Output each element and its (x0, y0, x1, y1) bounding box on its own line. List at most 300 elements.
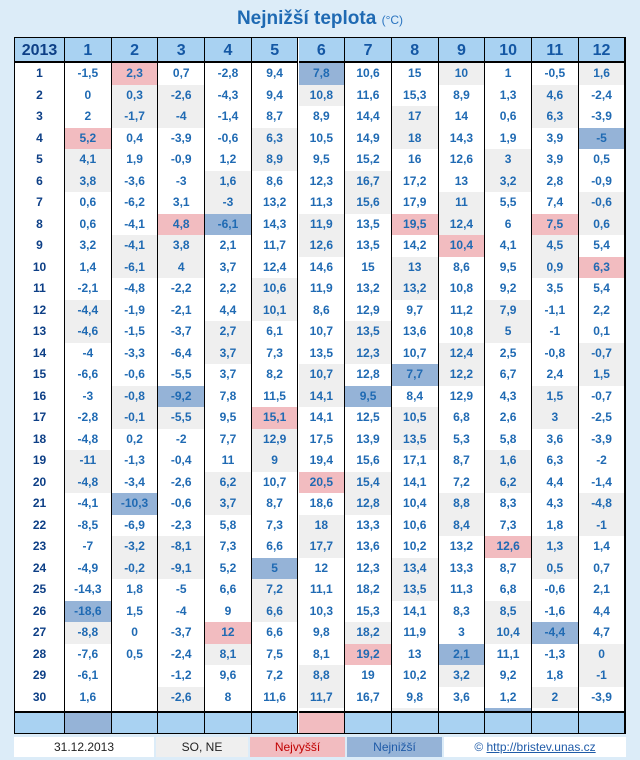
temperature-cell: 6,8 (439, 407, 486, 429)
temperature-cell: 13,6 (345, 536, 392, 558)
day-label: 2 (15, 85, 65, 107)
temperature-cell: -7,6 (65, 644, 112, 666)
footer-cell (158, 711, 205, 733)
day-label: 21 (15, 493, 65, 515)
month-header: 10 (485, 38, 532, 63)
temperature-cell: 5,5 (485, 192, 532, 214)
temperature-cell: -4,4 (532, 622, 579, 644)
temperature-cell: -0,9 (158, 149, 205, 171)
temperature-cell: 8,3 (439, 601, 486, 623)
temperature-cell: 10,6 (392, 515, 439, 537)
footer-cell (15, 711, 65, 733)
temperature-cell: 2,2 (205, 278, 252, 300)
temperature-cell: 17,1 (392, 450, 439, 472)
temperature-cell: 3 (485, 149, 532, 171)
footer-cell (112, 711, 159, 733)
temperature-cell: 9,8 (392, 687, 439, 709)
month-header: 3 (158, 38, 205, 63)
month-header: 11 (532, 38, 579, 63)
legend-lowest: Nejnižší (347, 737, 442, 757)
temperature-cell: -2,4 (158, 644, 205, 666)
temperature-cell: -4,8 (65, 429, 112, 451)
temperature-cell: 2,2 (579, 300, 626, 322)
temperature-cell: -4 (158, 601, 205, 623)
temperature-cell: 2,8 (532, 171, 579, 193)
temperature-cell: -6,9 (112, 515, 159, 537)
temperature-cell: 18 (392, 128, 439, 150)
day-label: 6 (15, 171, 65, 193)
legend-highest: Nejvyšší (250, 737, 345, 757)
temperature-cell: 8,5 (485, 601, 532, 623)
temperature-cell: 4,1 (65, 149, 112, 171)
temperature-cell: 8,6 (299, 300, 346, 322)
temperature-cell: 8,9 (439, 85, 486, 107)
temperature-cell: 15 (392, 63, 439, 85)
temperature-cell: 5,3 (439, 429, 486, 451)
temperature-cell: 18,2 (345, 579, 392, 601)
temperature-cell: 7,7 (205, 429, 252, 451)
temperature-cell: 7,2 (439, 472, 486, 494)
temperature-cell: 9,2 (485, 665, 532, 687)
temperature-cell: 7,9 (485, 300, 532, 322)
month-header: 1 (65, 38, 112, 63)
temperature-cell: -1,1 (532, 300, 579, 322)
footer-cell (532, 711, 579, 733)
temperature-cell: 1,4 (65, 257, 112, 279)
temperature-cell: 8,9 (252, 149, 299, 171)
temperature-cell: 17,7 (299, 536, 346, 558)
temperature-cell: 19,2 (345, 644, 392, 666)
day-label: 25 (15, 579, 65, 601)
temperature-cell: 1,6 (205, 171, 252, 193)
temperature-cell: -0,6 (532, 579, 579, 601)
temperature-cell: 12,4 (439, 343, 486, 365)
temperature-cell: 7,3 (205, 536, 252, 558)
temperature-cell: 19 (345, 665, 392, 687)
temperature-cell: -3,7 (158, 622, 205, 644)
temperature-cell: -2,4 (579, 85, 626, 107)
temperature-cell: 10,7 (299, 364, 346, 386)
temperature-cell: 2,3 (112, 63, 159, 85)
temperature-cell: 6,6 (252, 536, 299, 558)
temperature-cell: -18,6 (65, 601, 112, 623)
temperature-cell: 14,1 (392, 601, 439, 623)
temperature-cell: 3,1 (158, 192, 205, 214)
temperature-cell: 16,7 (345, 171, 392, 193)
temperature-cell: 0,4 (112, 128, 159, 150)
temperature-cell: 14 (439, 106, 486, 128)
footer-cell (205, 711, 252, 733)
temperature-cell: 8,8 (439, 493, 486, 515)
temperature-cell: 11,6 (345, 85, 392, 107)
temperature-cell: 17 (392, 106, 439, 128)
temperature-cell: 17,2 (392, 171, 439, 193)
temperature-cell: 8 (205, 687, 252, 709)
temperature-cell: 14,2 (392, 235, 439, 257)
day-label: 22 (15, 515, 65, 537)
temperature-cell: 6,3 (579, 257, 626, 279)
temperature-cell: 8,1 (299, 644, 346, 666)
temperature-cell: 14,6 (299, 257, 346, 279)
temperature-cell: 12,8 (345, 493, 392, 515)
temperature-cell: 0,3 (112, 85, 159, 107)
day-label: 10 (15, 257, 65, 279)
temperature-cell: 6,6 (252, 601, 299, 623)
temperature-cell: -0,8 (532, 343, 579, 365)
temperature-cell: 1,4 (579, 536, 626, 558)
temperature-cell: 5,2 (65, 128, 112, 150)
month-header: 4 (205, 38, 252, 63)
temperature-cell: 15,1 (252, 407, 299, 429)
temperature-cell: -2,5 (579, 407, 626, 429)
temperature-cell: 0,6 (485, 106, 532, 128)
temperature-cell: -0,8 (112, 386, 159, 408)
temperature-cell: 0,6 (65, 214, 112, 236)
temperature-cell: 13,2 (439, 536, 486, 558)
day-label: 15 (15, 364, 65, 386)
temperature-cell: 12,9 (345, 300, 392, 322)
temperature-cell: 0 (65, 85, 112, 107)
temperature-cell: 13,9 (345, 429, 392, 451)
temperature-cell: 9,4 (252, 63, 299, 85)
temperature-cell: 10,7 (392, 343, 439, 365)
temperature-cell: -6,1 (205, 214, 252, 236)
temperature-cell: 1,5 (112, 601, 159, 623)
temperature-cell: 5,4 (579, 278, 626, 300)
legend-link[interactable] (444, 737, 626, 757)
temperature-cell: -3,9 (579, 106, 626, 128)
temperature-cell: 3,2 (485, 171, 532, 193)
temperature-cell: -3,3 (112, 343, 159, 365)
temperature-cell: 2,1 (579, 579, 626, 601)
temperature-cell: 12,9 (439, 386, 486, 408)
temperature-cell: -2,6 (158, 85, 205, 107)
footer-cell (439, 711, 486, 733)
temperature-cell: 12,6 (439, 149, 486, 171)
temperature-cell: -1,6 (532, 601, 579, 623)
footer-cell (485, 711, 532, 733)
temperature-cell: -6,1 (112, 257, 159, 279)
temperature-cell: 1,2 (485, 687, 532, 709)
temperature-cell: 1,3 (532, 536, 579, 558)
temperature-cell: -3 (65, 386, 112, 408)
footer-cell (65, 711, 112, 733)
month-header: 5 (252, 38, 299, 63)
temperature-cell: 12,6 (485, 536, 532, 558)
temperature-cell: 14,4 (345, 106, 392, 128)
temperature-cell: -3,6 (112, 171, 159, 193)
temperature-cell: -2 (579, 450, 626, 472)
temperature-cell: -6,2 (112, 192, 159, 214)
temperature-cell: -1,4 (205, 106, 252, 128)
temperature-cell: 1,5 (532, 386, 579, 408)
day-label: 30 (15, 687, 65, 709)
temperature-cell: 3,2 (65, 235, 112, 257)
temperature-cell: 7,4 (532, 192, 579, 214)
temperature-cell: 3,7 (205, 343, 252, 365)
temperature-cell: 12,8 (345, 364, 392, 386)
temperature-cell: -1 (532, 321, 579, 343)
temperature-cell: 12,2 (439, 364, 486, 386)
temperature-cell: 10,6 (345, 63, 392, 85)
temperature-cell: 4,8 (158, 214, 205, 236)
temperature-cell: 4,4 (532, 472, 579, 494)
temperature-cell: 2,5 (485, 343, 532, 365)
temperature-cell: -0,7 (579, 343, 626, 365)
temperature-cell: -5,5 (158, 407, 205, 429)
day-label: 27 (15, 622, 65, 644)
temperature-cell: 13 (392, 257, 439, 279)
temperature-cell: 13,5 (299, 343, 346, 365)
temperature-cell: 1,8 (112, 579, 159, 601)
temperature-cell: -1,5 (112, 321, 159, 343)
day-label: 19 (15, 450, 65, 472)
temperature-cell: 4,3 (485, 386, 532, 408)
temperature-cell: -2,1 (65, 278, 112, 300)
temperature-cell: -3 (205, 192, 252, 214)
temperature-cell: -6,4 (158, 343, 205, 365)
temperature-cell: -4,8 (579, 493, 626, 515)
temperature-cell: -3,4 (112, 472, 159, 494)
temperature-cell: 2,4 (532, 364, 579, 386)
temperature-cell: -4,6 (65, 321, 112, 343)
temperature-cell: 0,9 (532, 257, 579, 279)
temperature-cell: 3,9 (532, 149, 579, 171)
day-label: 7 (15, 192, 65, 214)
temperature-cell: 4,3 (532, 493, 579, 515)
day-label: 5 (15, 149, 65, 171)
temperature-table (14, 37, 626, 734)
temperature-cell: 15,6 (345, 192, 392, 214)
temperature-cell: -1,3 (532, 644, 579, 666)
temperature-cell: 11,3 (299, 192, 346, 214)
temperature-cell: 2 (532, 687, 579, 709)
temperature-cell: 13,3 (439, 558, 486, 580)
month-header: 6 (299, 38, 346, 63)
temperature-cell: 1,6 (485, 450, 532, 472)
temperature-cell: 0,5 (579, 149, 626, 171)
month-header: 2 (112, 38, 159, 63)
temperature-cell: 9,8 (299, 622, 346, 644)
temperature-cell: 12,4 (439, 214, 486, 236)
copyright-symbol: © (474, 740, 484, 754)
temperature-cell: 0,7 (158, 63, 205, 85)
temperature-cell: 5,4 (579, 235, 626, 257)
temperature-cell: 17,9 (392, 192, 439, 214)
day-label: 14 (15, 343, 65, 365)
temperature-cell: 3 (439, 622, 486, 644)
temperature-cell: 7,7 (392, 364, 439, 386)
temperature-cell: 0 (579, 644, 626, 666)
temperature-cell: -1,2 (158, 665, 205, 687)
temperature-cell: 0,5 (112, 644, 159, 666)
temperature-cell: -2,1 (158, 300, 205, 322)
temperature-cell: 8,7 (252, 106, 299, 128)
temperature-cell: 5 (252, 558, 299, 580)
temperature-cell: -8,5 (65, 515, 112, 537)
temperature-cell: 7,2 (252, 665, 299, 687)
temperature-cell: 8,7 (439, 450, 486, 472)
temperature-cell: -0,6 (112, 364, 159, 386)
temperature-cell: 10,2 (392, 665, 439, 687)
footer-cell (252, 711, 299, 733)
temperature-cell: 11,1 (485, 644, 532, 666)
temperature-cell: 12,3 (345, 558, 392, 580)
month-header: 9 (439, 38, 486, 63)
temperature-cell: 13,5 (392, 429, 439, 451)
temperature-cell: -0,9 (579, 171, 626, 193)
temperature-cell: 0,6 (65, 192, 112, 214)
temperature-cell: 9 (205, 601, 252, 623)
temperature-cell: 6,6 (205, 579, 252, 601)
temperature-cell: 12,3 (345, 343, 392, 365)
temperature-cell: 7,8 (205, 386, 252, 408)
temperature-cell: 7,3 (485, 515, 532, 537)
day-label: 26 (15, 601, 65, 623)
temperature-cell: 12 (299, 558, 346, 580)
temperature-cell: 7,8 (299, 63, 346, 85)
temperature-cell: 9,5 (205, 407, 252, 429)
temperature-cell: 4,4 (205, 300, 252, 322)
temperature-cell: 4,4 (579, 601, 626, 623)
temperature-cell: 12,9 (252, 429, 299, 451)
temperature-cell: 9 (252, 450, 299, 472)
temperature-cell: 10,7 (252, 472, 299, 494)
temperature-cell: 3,7 (205, 364, 252, 386)
temperature-cell: 6,3 (532, 450, 579, 472)
temperature-cell: -0,7 (579, 386, 626, 408)
temperature-cell: 1 (485, 63, 532, 85)
temperature-cell: 8,6 (439, 257, 486, 279)
day-label: 9 (15, 235, 65, 257)
temperature-cell: -4,3 (205, 85, 252, 107)
temperature-cell: 13,2 (392, 278, 439, 300)
temperature-cell: 14,3 (439, 128, 486, 150)
temperature-cell: 3,8 (158, 235, 205, 257)
day-label: 11 (15, 278, 65, 300)
temperature-cell: 8,7 (252, 493, 299, 515)
temperature-cell: 13 (439, 171, 486, 193)
month-header: 7 (345, 38, 392, 63)
temperature-cell: -9,1 (158, 558, 205, 580)
temperature-cell: 3,6 (439, 687, 486, 709)
temperature-cell: 1,8 (532, 515, 579, 537)
temperature-cell: 18 (299, 515, 346, 537)
temperature-cell: 7,3 (252, 343, 299, 365)
temperature-cell: -1,9 (112, 300, 159, 322)
temperature-cell: -0,6 (205, 128, 252, 150)
day-label: 18 (15, 429, 65, 451)
temperature-cell: -1 (579, 665, 626, 687)
temperature-cell: 13,2 (345, 278, 392, 300)
temperature-cell: -0,4 (158, 450, 205, 472)
temperature-cell: 3 (532, 407, 579, 429)
temperature-cell: -9,2 (158, 386, 205, 408)
temperature-cell: 6,1 (252, 321, 299, 343)
temperature-cell: 11,1 (299, 579, 346, 601)
temperature-cell: -1,3 (112, 450, 159, 472)
temperature-cell: 10,4 (485, 622, 532, 644)
temperature-cell: 5,8 (205, 515, 252, 537)
temperature-cell: -14,3 (65, 579, 112, 601)
temperature-cell: 13,2 (252, 192, 299, 214)
temperature-cell: 3,6 (532, 429, 579, 451)
temperature-cell: 3,7 (205, 257, 252, 279)
temperature-cell: -3,9 (579, 429, 626, 451)
temperature-cell: -2,6 (158, 472, 205, 494)
temperature-cell: 11 (205, 450, 252, 472)
footer-cell (345, 711, 392, 733)
temperature-cell: 10,5 (299, 128, 346, 150)
month-header: 8 (392, 38, 439, 63)
temperature-cell: 9,5 (299, 149, 346, 171)
temperature-cell: -0,6 (579, 192, 626, 214)
temperature-cell: 6 (485, 214, 532, 236)
temperature-cell: 10,5 (392, 407, 439, 429)
month-header: 12 (579, 38, 626, 63)
website-link[interactable]: http://bristev.unas.cz (486, 740, 596, 754)
temperature-cell: 7,5 (532, 214, 579, 236)
temperature-cell: 12 (205, 622, 252, 644)
temperature-cell: 20,5 (299, 472, 346, 494)
temperature-cell: 10,4 (392, 493, 439, 515)
temperature-cell: 0 (112, 622, 159, 644)
temperature-cell: 10,8 (439, 321, 486, 343)
temperature-cell: -3,9 (579, 687, 626, 709)
temperature-cell: 10,4 (439, 235, 486, 257)
temperature-cell: 11,5 (252, 386, 299, 408)
temperature-cell: 4,7 (579, 622, 626, 644)
temperature-cell: -2,2 (158, 278, 205, 300)
temperature-cell: -4,9 (65, 558, 112, 580)
title-unit: (°C) (381, 13, 404, 27)
temperature-cell: 1,9 (112, 149, 159, 171)
temperature-cell: 14,3 (252, 214, 299, 236)
temperature-cell: 2,7 (205, 321, 252, 343)
temperature-cell: 2 (65, 106, 112, 128)
temperature-cell: 15 (345, 257, 392, 279)
temperature-cell: 10,7 (299, 321, 346, 343)
temperature-cell: 8,6 (252, 171, 299, 193)
temperature-cell: -0,1 (112, 407, 159, 429)
page-title (0, 8, 640, 30)
temperature-cell: 3,2 (439, 665, 486, 687)
temperature-cell: -0,2 (112, 558, 159, 580)
temperature-cell: 13,3 (345, 515, 392, 537)
legend-weekend: SO, NE (156, 737, 248, 757)
temperature-cell: 11,2 (439, 300, 486, 322)
day-label: 13 (15, 321, 65, 343)
temperature-cell: -2,8 (65, 407, 112, 429)
day-label: 24 (15, 558, 65, 580)
temperature-cell: 11,3 (439, 579, 486, 601)
temperature-cell: 15,4 (345, 472, 392, 494)
temperature-cell: 11 (439, 192, 486, 214)
temperature-cell: -3,7 (158, 321, 205, 343)
temperature-cell: 1,3 (485, 85, 532, 107)
temperature-cell: 10,8 (439, 278, 486, 300)
temperature-cell: -2,6 (158, 687, 205, 709)
temperature-cell: 13,5 (345, 214, 392, 236)
temperature-cell: 16 (392, 149, 439, 171)
day-label: 12 (15, 300, 65, 322)
temperature-cell: 2,6 (485, 407, 532, 429)
legend-date: 31.12.2013 (14, 737, 154, 757)
day-label: 4 (15, 128, 65, 150)
temperature-cell: 1,8 (532, 665, 579, 687)
temperature-cell: -1,4 (579, 472, 626, 494)
temperature-cell: 10,2 (392, 536, 439, 558)
